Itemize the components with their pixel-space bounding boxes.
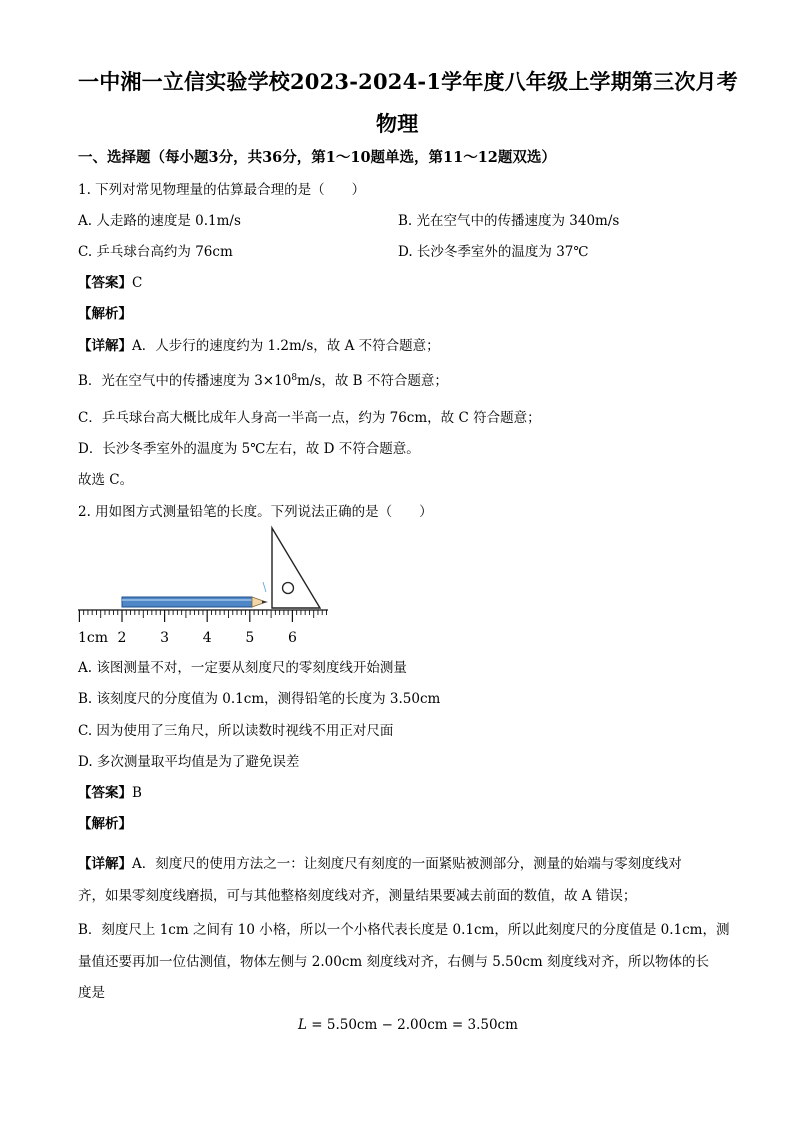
sight-mark [263,582,266,592]
q1-answer [78,271,142,291]
ruler-label-4: 4 [202,630,212,646]
q2-option-c: C. 因为使用了三角尺，所以读数时视线不用正对尺面 [78,723,394,739]
q1-detail-b-base: 3×10 [254,373,292,389]
pencil-body [122,597,252,607]
q1-detail-b-pre: B．光在空气中的传播速度为 [78,373,255,389]
q2-detail-b-1: B．刻度尺上 1cm 之间有 10 小格，所以一个小格代表长度是 0.1cm，所以此刻度尺的分度值是 0.1cm，测 [78,922,730,938]
q1-detail-b-exp: 8 [291,373,298,383]
q2-answer-value: B [132,785,142,801]
length-formula [298,1017,518,1033]
q2-detail-label: 【详解】 [78,856,132,872]
q1-detail-b [78,369,448,389]
q2-stem: 2. 用如图方式测量铅笔的长度。下列说法正确的是（ ） [78,504,433,520]
q1-answer-value: C [132,275,143,291]
ruler-label-2: 2 [117,630,127,646]
ruler-label-3: 3 [160,630,170,646]
ruler-label-1cm: 1cm [78,630,109,646]
q1-option-d: D. 长沙冬季室外的温度为 37℃ [398,244,589,260]
q1-stem: 1. 下列对常见物理量的估算最合理的是（ ） [78,182,366,198]
q1-analysis-label: 【解析】 [78,306,132,322]
q2-detail-b-3: 度是 [78,985,105,1001]
ruler-label-6: 6 [287,630,297,646]
q2-answer [78,781,142,801]
q1-answer-label: 【答案】 [78,275,132,291]
q1-detail-a-text: A．人步行的速度约为 1.2m/s，故 A 不符合题意； [132,338,440,354]
q2-detail-a-2: 齐，如果零刻度线磨损，可与其他整格刻度线对齐，测量结果要减去前面的数值，故 A 错误； [78,888,637,904]
q1-detail-label: 【详解】 [78,338,132,354]
q2-option-d: D. 多次测量取平均值是为了避免误差 [78,754,300,770]
q2-analysis-label: 【解析】 [78,816,132,832]
q2-option-b: B. 该刻度尺的分度值为 0.1cm，测得铅笔的长度为 3.50cm [78,691,441,707]
ruler-diagram [70,522,340,652]
q1-detail-b-post: ，故 B 不符合题意； [321,373,448,389]
exam-subject: 物理 [376,111,419,136]
q1-detail-d: D．长沙冬季室外的温度为 5℃左右，故 D 不符合题意。 [78,441,420,457]
pencil-lead [262,601,268,604]
q1-detail-b-unit: m/s [297,373,322,389]
triangle-ruler-shape [272,528,320,608]
q2-detail-a-1-text: A．刻度尺的使用方法之一：让刻度尺有刻度的一面紧贴被测部分，测量的始端与零刻度线对 [132,856,682,872]
q1-option-c: C. 乒乓球台高约为 76cm [78,244,233,260]
q1-option-b: B. 光在空气中的传播速度为 340m/s [398,213,620,229]
q1-option-a: A. 人走路的速度是 0.1m/s [78,213,241,229]
q2-detail-b-2: 量值还要再加一位估测值，物体左侧与 2.00cm 刻度线对齐，右侧与 5.50cm 刻度线对齐，所以物体的长 [78,954,710,970]
q2-answer-label: 【答案】 [78,785,132,801]
q1-detail-a [78,334,440,354]
ruler-label-group [78,630,297,646]
formula-variable: L [298,1017,307,1033]
ruler-label-5: 5 [245,630,255,646]
ruler-figure [70,522,340,652]
exam-title: 一中湘一立信实验学校2023-2024-1学年度八年级上学期第三次月考 [78,69,738,94]
q2-detail-a-1 [78,852,682,872]
q1-conclusion: 故选 C。 [78,472,134,488]
formula-expression: = 5.50cm − 2.00cm = 3.50cm [306,1017,518,1033]
q2-option-a: A. 该图测量不对，一定要从刻度尺的零刻度线开始测量 [78,660,407,676]
ruler-ticks [79,610,326,622]
q1-detail-c: C．乒乓球台高大概比成年人身高一半高一点，约为 76cm，故 C 符合题意； [78,410,541,426]
section-heading: 一、选择题（每小题3分，共36分，第1～10题单选，第11～12题双选） [78,149,556,166]
